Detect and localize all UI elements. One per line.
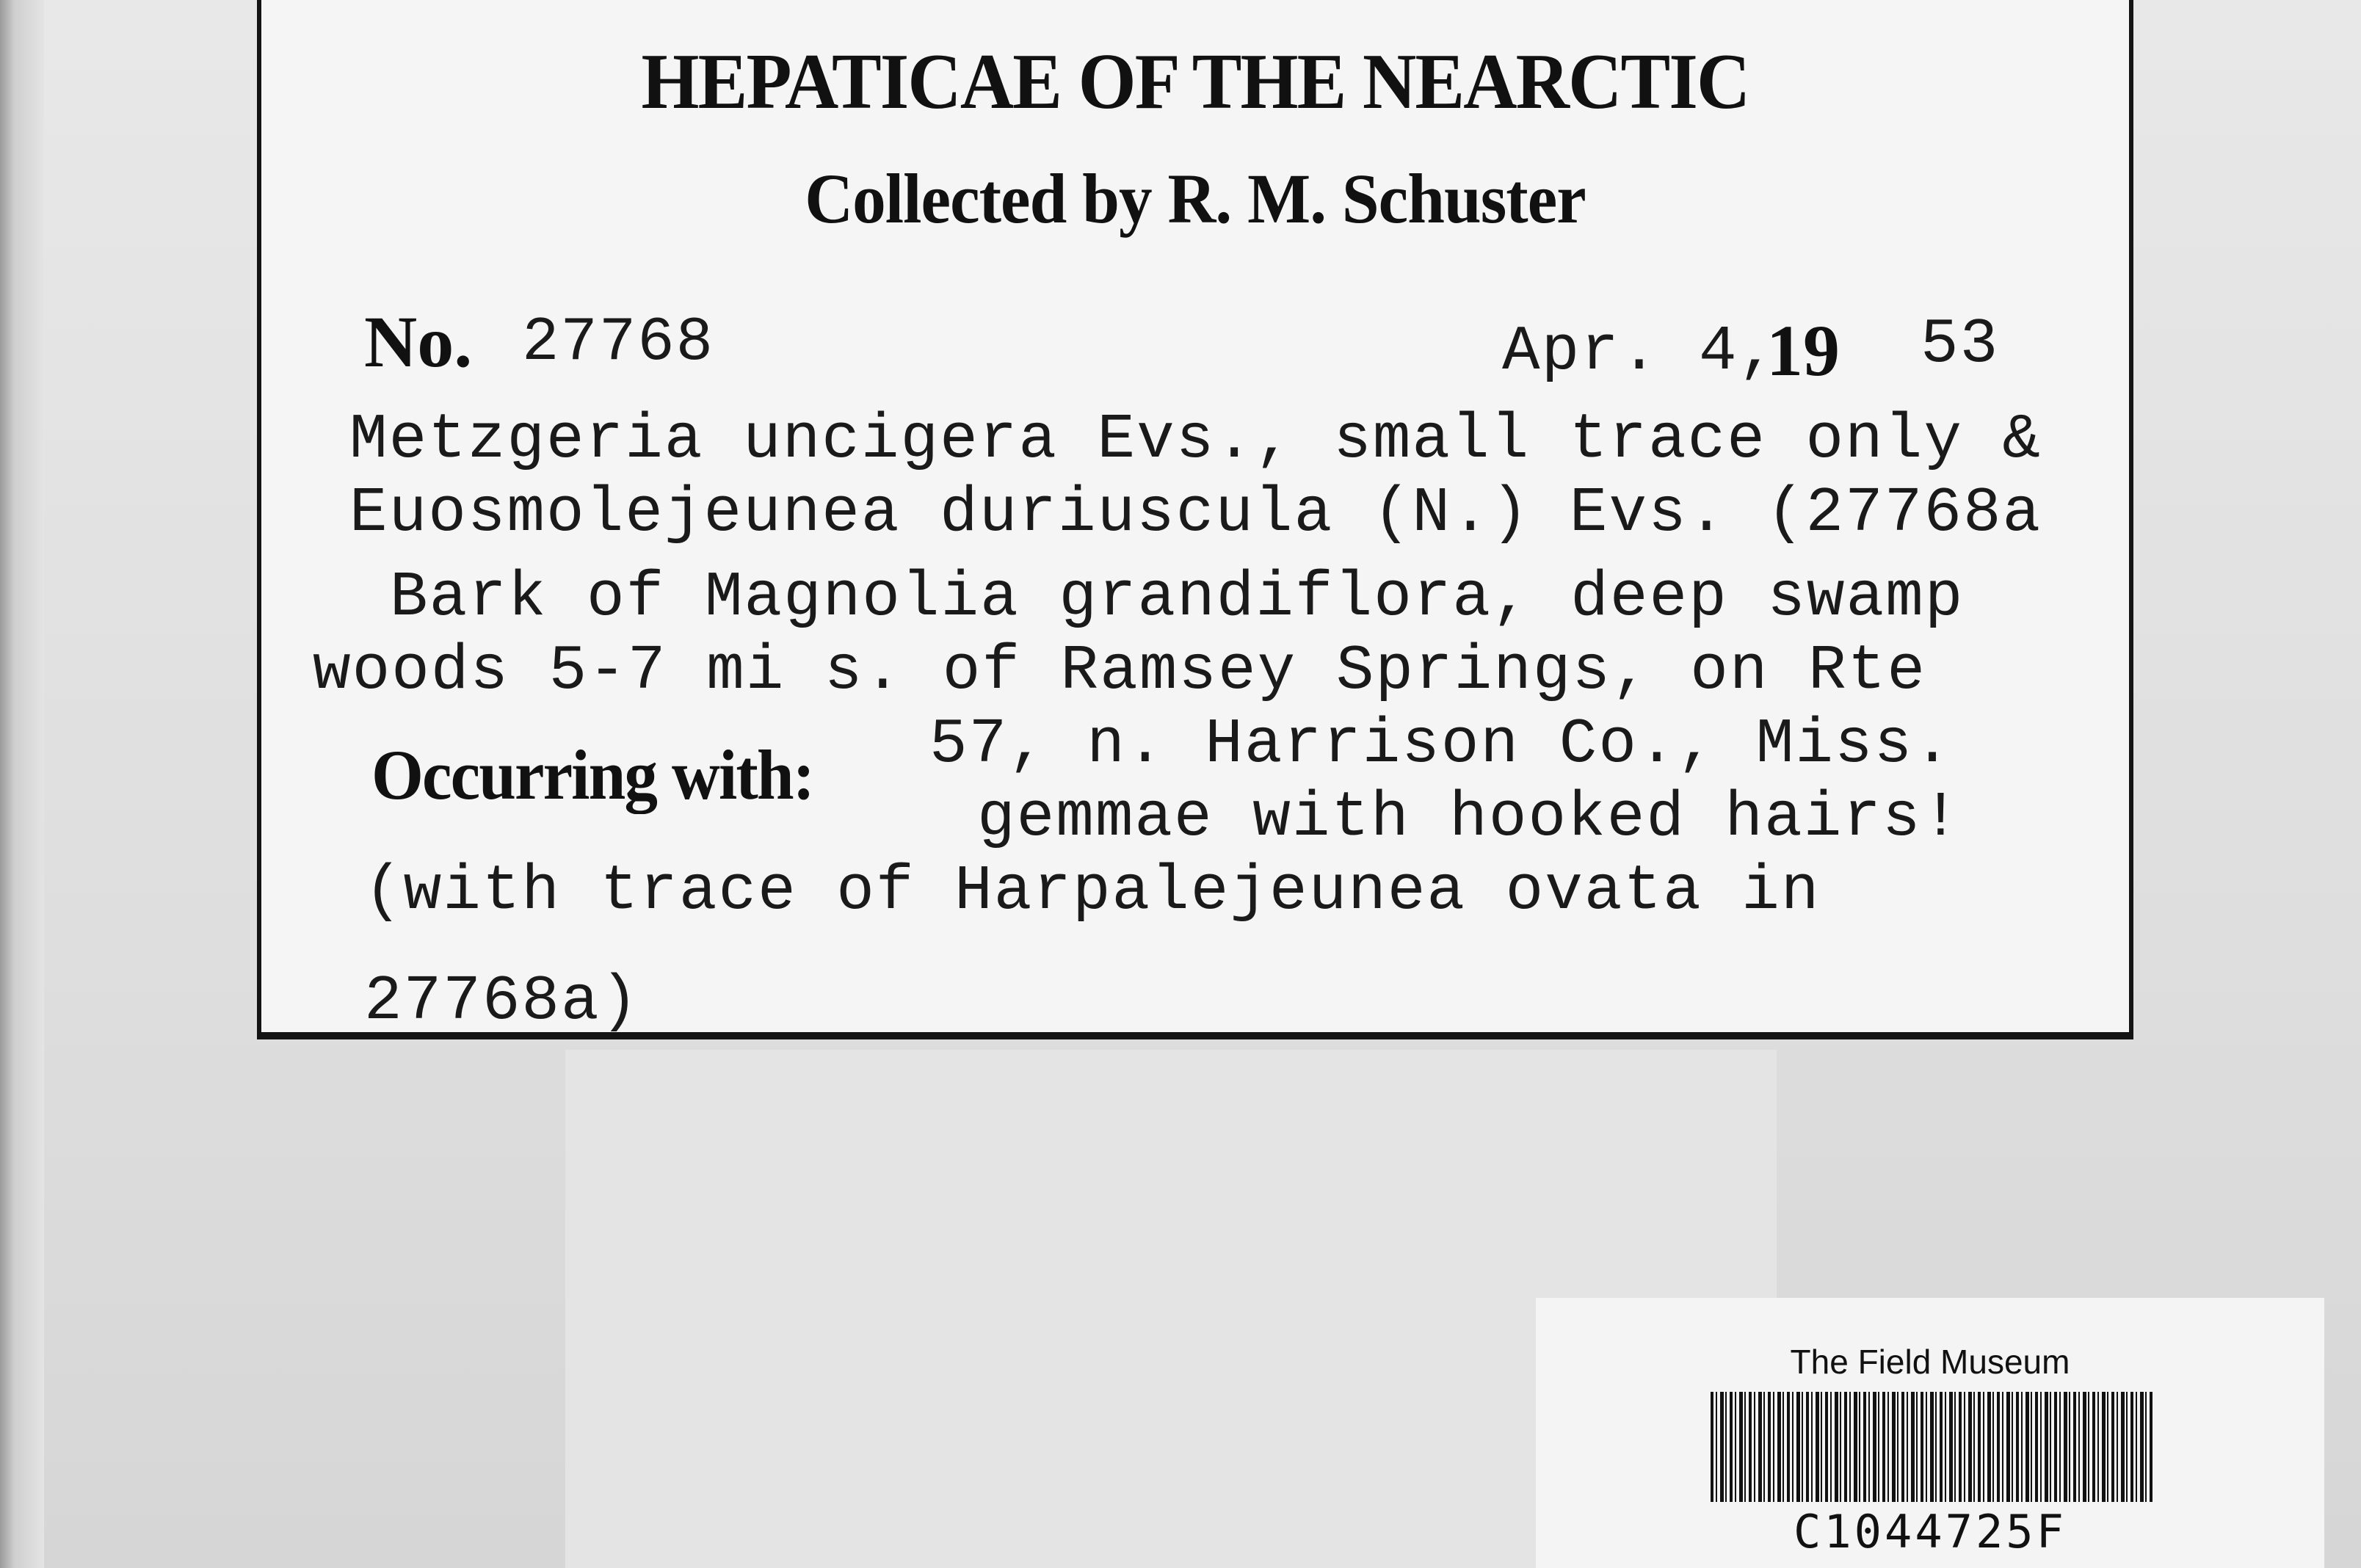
museum-barcode-tag bbox=[1536, 1298, 2324, 1568]
date-year: 53 bbox=[1921, 308, 2000, 380]
label-line-1: Metzgeria uncigera Evs., small trace only & bbox=[349, 404, 2042, 476]
date-century: 19 bbox=[1766, 310, 1840, 391]
label-title: HEPATICAE OF THE NEARCTIC bbox=[641, 38, 1749, 126]
background-edge bbox=[0, 0, 44, 1568]
occurring-with-label: Occurring with: bbox=[371, 736, 814, 814]
label-subtitle: Collected by R. M. Schuster bbox=[805, 159, 1586, 238]
label-line-4: woods 5-7 mi s. of Ramsey Springs, on Rte bbox=[313, 635, 1926, 707]
label-line-5: 57, n. Harrison Co., Miss. bbox=[929, 708, 1953, 780]
specimen-label bbox=[257, 0, 2133, 1039]
institution-name: The Field Museum bbox=[1790, 1343, 2070, 1381]
collection-number: 27768 bbox=[522, 308, 715, 378]
barcode bbox=[1711, 1392, 2154, 1502]
label-line-2: Euosmolejeunea duriuscula (N.) Evs. (27768a bbox=[349, 477, 2042, 549]
number-label: No. bbox=[364, 301, 473, 382]
label-line-7: (with trace of Harpalejeunea ovata in bbox=[364, 855, 1821, 927]
date-prefix: Apr. 4, bbox=[1502, 316, 1778, 388]
catalog-number: C1044725F bbox=[1794, 1505, 2067, 1558]
label-line-6: gemmae with hooked hairs! bbox=[977, 782, 1962, 854]
label-line-8: 27768a) bbox=[364, 965, 640, 1037]
label-line-3: Bark of Magnolia grandiflora, deep swamp bbox=[390, 562, 1965, 634]
